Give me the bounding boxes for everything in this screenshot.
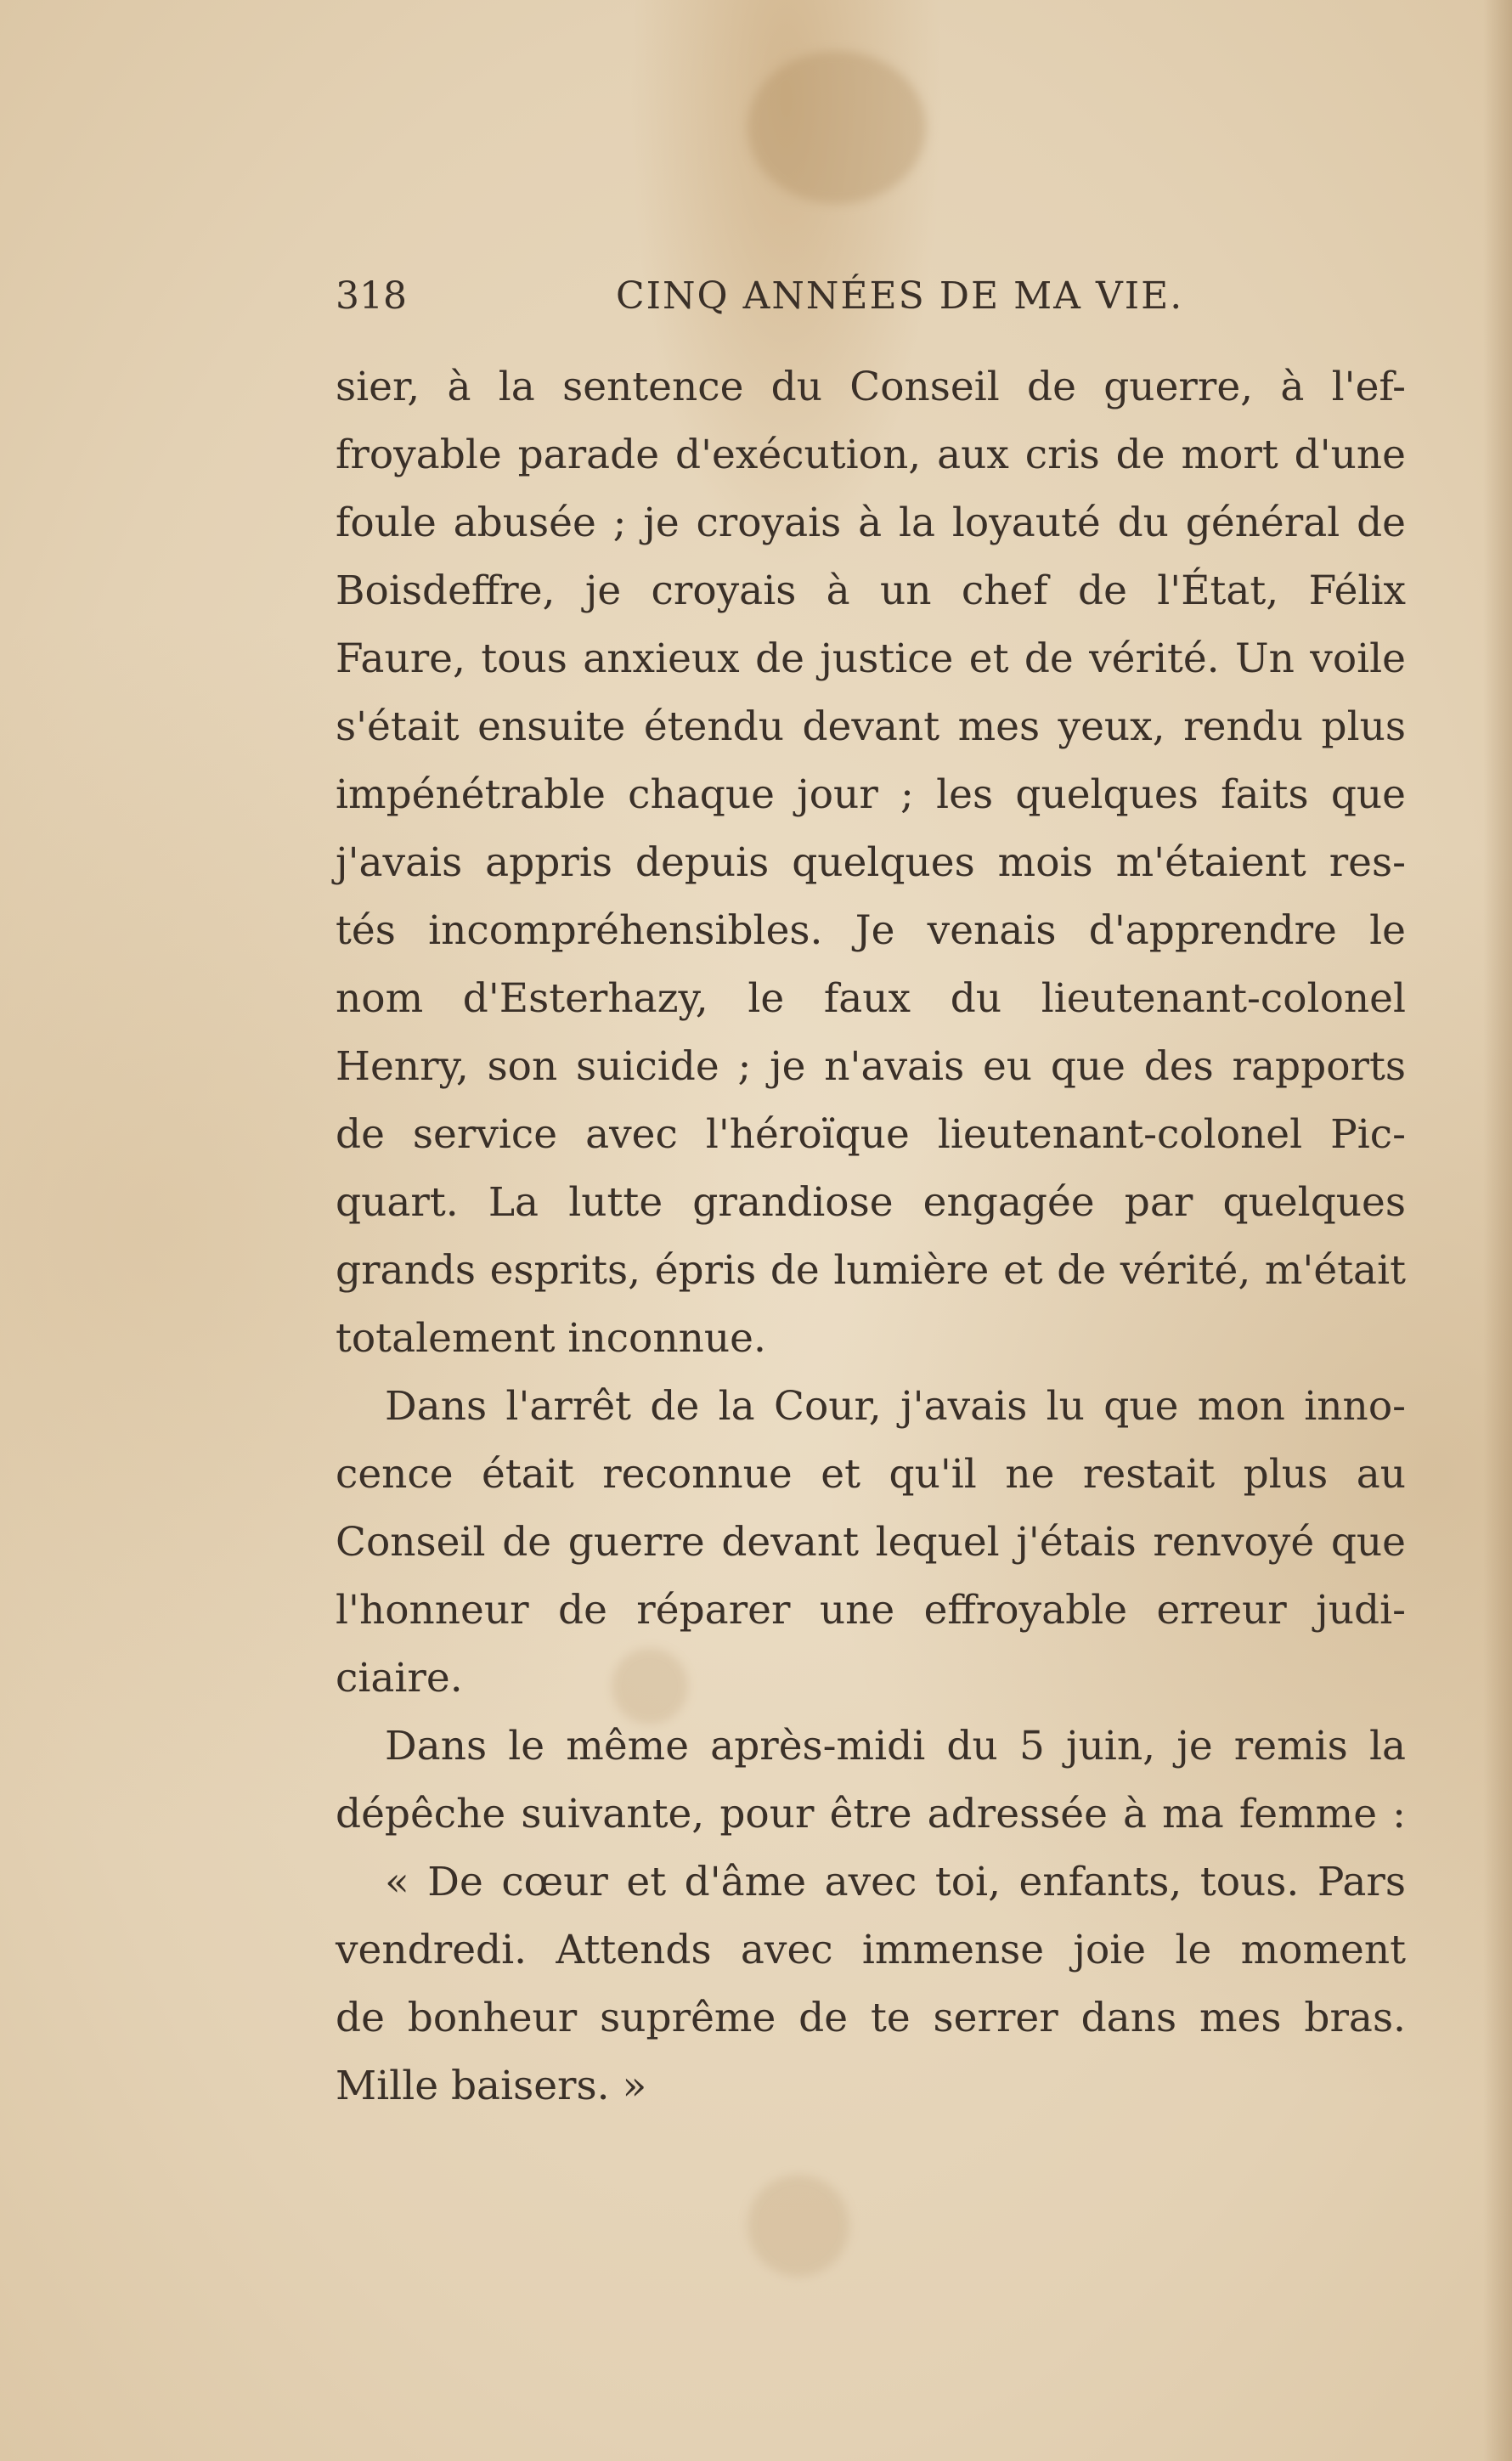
text-line: ciaire. [336,1655,463,1702]
page-edge-shadow [1483,0,1512,2461]
text-line: dépêche suivante, pour être adressée à ma femme : [336,1791,1406,1837]
text-line: impénétrable chaque jour ; les quelques faits que [336,771,1406,818]
stain [748,51,926,204]
page-number: 318 [336,274,407,318]
text-line: froyable parade d'exécution, aux cris de mort d'une [336,432,1406,478]
text-line: Boisdeffre, je croyais à un chef de l'État, Félix [336,567,1406,614]
running-title: CINQ ANNÉES DE MA VIE. [616,274,1184,318]
text-line: cence était reconnue et qu'il ne restait plus au [336,1451,1406,1498]
text-line: tés incompréhensibles. Je venais d'apprendre le [336,907,1406,954]
text-line: l'honneur de réparer une effroyable erreur judi- [336,1587,1406,1634]
stain [748,2175,849,2277]
text-line: s'était ensuite étendu devant mes yeux, rendu plus [336,703,1406,750]
text-line: grands esprits, épris de lumière et de vérité, m'était [336,1247,1406,1294]
text-line: Henry, son suicide ; je n'avais eu que des rapports [336,1043,1406,1090]
text-line: Conseil de guerre devant lequel j'étais renvoyé que [336,1519,1406,1566]
text-line: totalement inconnue. [336,1315,766,1362]
text-line: de bonheur suprême de te serrer dans mes bras. [336,1995,1406,2041]
paragraph-start: Dans l'arrêt de la Cour, j'avais lu que mon inno- [385,1383,1406,1430]
body-text [336,353,1406,2120]
text-line: j'avais appris depuis quelques mois m'étaient res- [336,839,1406,886]
text-line: sier, à la sentence du Conseil de guerre, à l'ef- [336,364,1406,410]
paragraph-start: Dans le même après-midi du 5 juin, je remis la [385,1723,1406,1770]
text-line: Faure, tous anxieux de justice et de vérité. Un voile [336,635,1406,682]
text-line: de service avec l'héroïque lieutenant-colonel Pic- [336,1111,1406,1158]
text-line: quart. La lutte grandiose engagée par quelques [336,1179,1406,1226]
text-line: vendredi. Attends avec immense joie le moment [336,1927,1406,1973]
telegram-quote-start: « De cœur et d'âme avec toi, enfants, tous. Pars [385,1859,1406,1905]
page-header [336,270,1185,323]
text-line: foule abusée ; je croyais à la loyauté du général de [336,500,1406,546]
text-line: Mille baisers. » [336,2063,647,2109]
text-line: nom d'Esterhazy, le faux du lieutenant-colonel [336,975,1406,1022]
